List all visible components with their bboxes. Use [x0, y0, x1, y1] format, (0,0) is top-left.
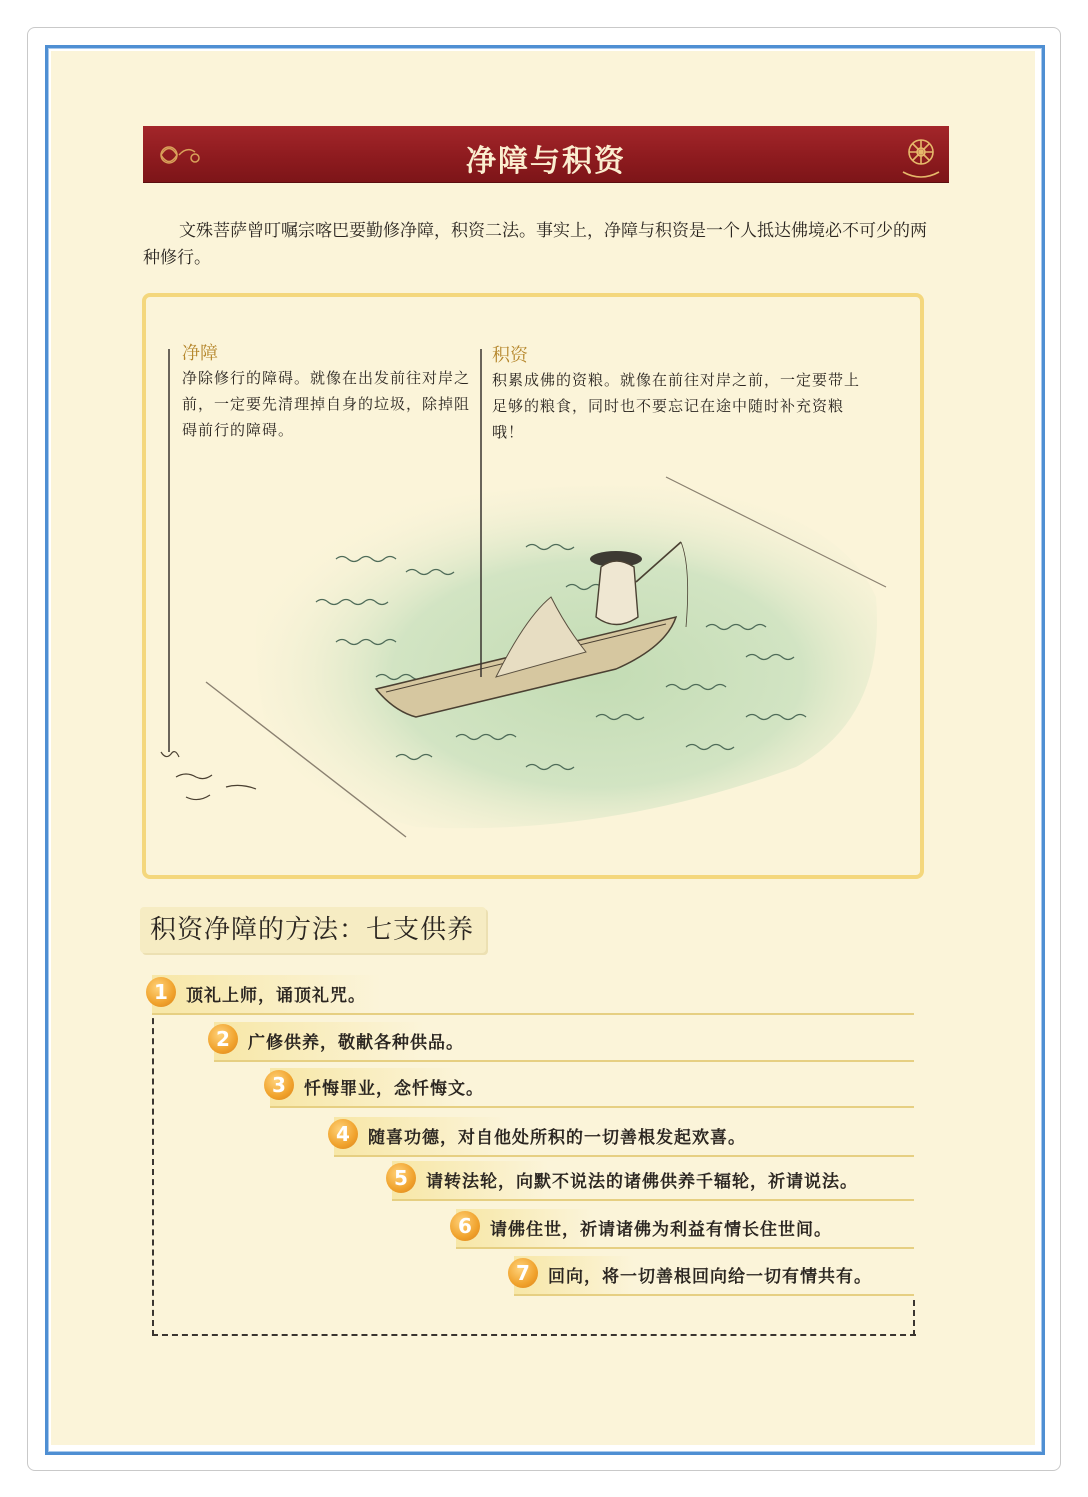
intro-paragraph: 文殊菩萨曾叮嘱宗喀巴要勤修净障，积资二法。事实上，净障与积资是一个人抵达佛境必不可少的两种修行。	[143, 221, 927, 268]
annotation-text: 积累成佛的资粮。就像在前往对岸之前，一定要带上足够的粮食，同时也不要忘记在途中随时补充资粮哦！	[492, 371, 861, 441]
annotation-text: 净除修行的障碍。就像在出发前往对岸之前，一定要先清理掉自身的垃圾，除掉阻碍前行的障碍。	[182, 369, 471, 439]
step-3	[270, 1068, 914, 1108]
step-number-badge: 3	[264, 1070, 294, 1100]
step-5	[392, 1161, 914, 1201]
step-number-badge: 7	[508, 1258, 538, 1288]
step-number-badge: 6	[450, 1211, 480, 1241]
step-number-badge: 1	[146, 977, 176, 1007]
annotation-jingzhang	[182, 339, 482, 443]
step-7	[514, 1256, 914, 1296]
annotation-title: 净障	[182, 343, 218, 364]
step-text: 随喜功德，对自他处所积的一切善根发起欢喜。	[368, 1128, 746, 1148]
section-title: 积资净障的方法：七支供养	[140, 907, 486, 953]
annotation-title: 积资	[492, 345, 528, 366]
title-banner	[143, 126, 949, 182]
step-number-badge: 2	[208, 1024, 238, 1054]
steps-dashed-border-right	[913, 1300, 915, 1336]
step-text: 回向，将一切善根回向给一切有情共有。	[548, 1267, 872, 1287]
step-6	[456, 1209, 914, 1249]
step-text: 请转法轮，向默不说法的诸佛供养千辐轮，祈请说法。	[426, 1172, 858, 1192]
step-text: 广修供养，敬献各种供品。	[248, 1033, 464, 1053]
step-text: 请佛住世，祈请诸佛为利益有情长住世间。	[490, 1220, 832, 1240]
step-1	[152, 975, 914, 1015]
step-2	[214, 1022, 914, 1062]
step-number-badge: 4	[328, 1119, 358, 1149]
dharma-wheel-ornament-icon	[897, 132, 945, 182]
step-text: 顶礼上师，诵顶礼咒。	[186, 986, 366, 1006]
page-title: 净障与积资	[466, 144, 626, 179]
annotation-jizi	[492, 341, 872, 445]
illustration-panel	[142, 293, 924, 879]
step-number-badge: 5	[386, 1163, 416, 1193]
step-text: 忏悔罪业，念忏悔文。	[304, 1079, 484, 1099]
step-4	[334, 1117, 914, 1157]
